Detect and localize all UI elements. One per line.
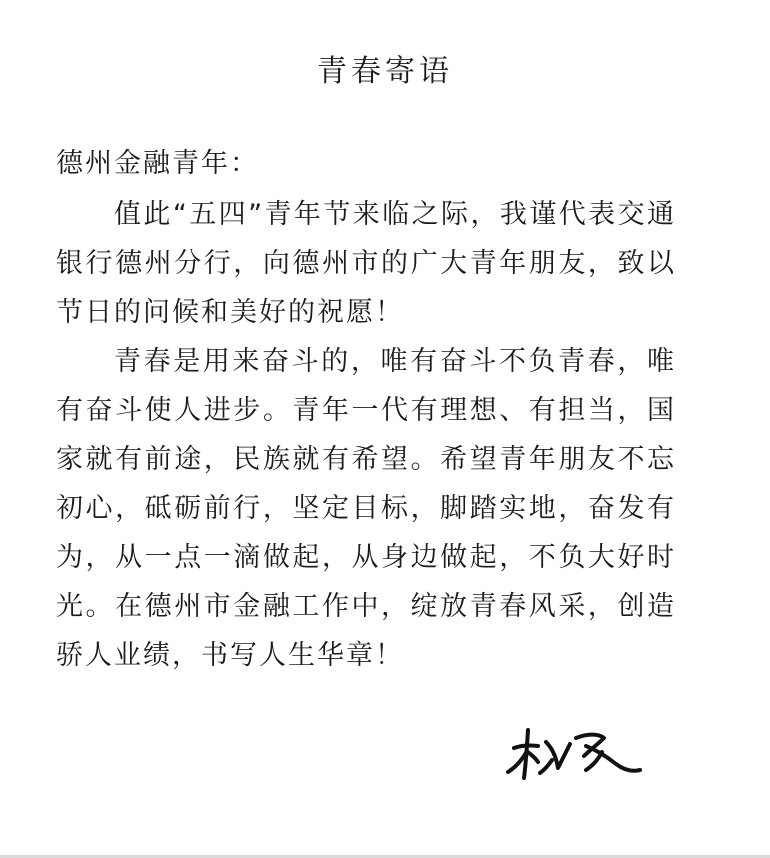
letter-paragraph: 值此“五四”青年节来临之际，我谨代表交通银行德州分行，向德州市的广大青年朋友，致以节日的问候和美好的祝愿！ xyxy=(56,199,676,328)
handwritten-signature xyxy=(500,718,650,788)
letter-body xyxy=(56,190,676,680)
letter-title: 青春寄语 xyxy=(317,54,453,89)
letter-paragraph: 青春是用来奋斗的，唯有奋斗不负青春，唯有奋斗使人进步。青年一代有理想、有担当，国家就有前途，民族就有希望。希望青年朋友不忘初心，砥砺前行，坚定目标，脚踏实地，奋发有为，从一点一滴做起，从身边做起，不负大好时光。在德州市金融工作中，绽放青春风采，创造骄人业绩，书写人生华章！ xyxy=(56,346,676,671)
letter-salutation: 德州金融青年： xyxy=(56,148,259,179)
